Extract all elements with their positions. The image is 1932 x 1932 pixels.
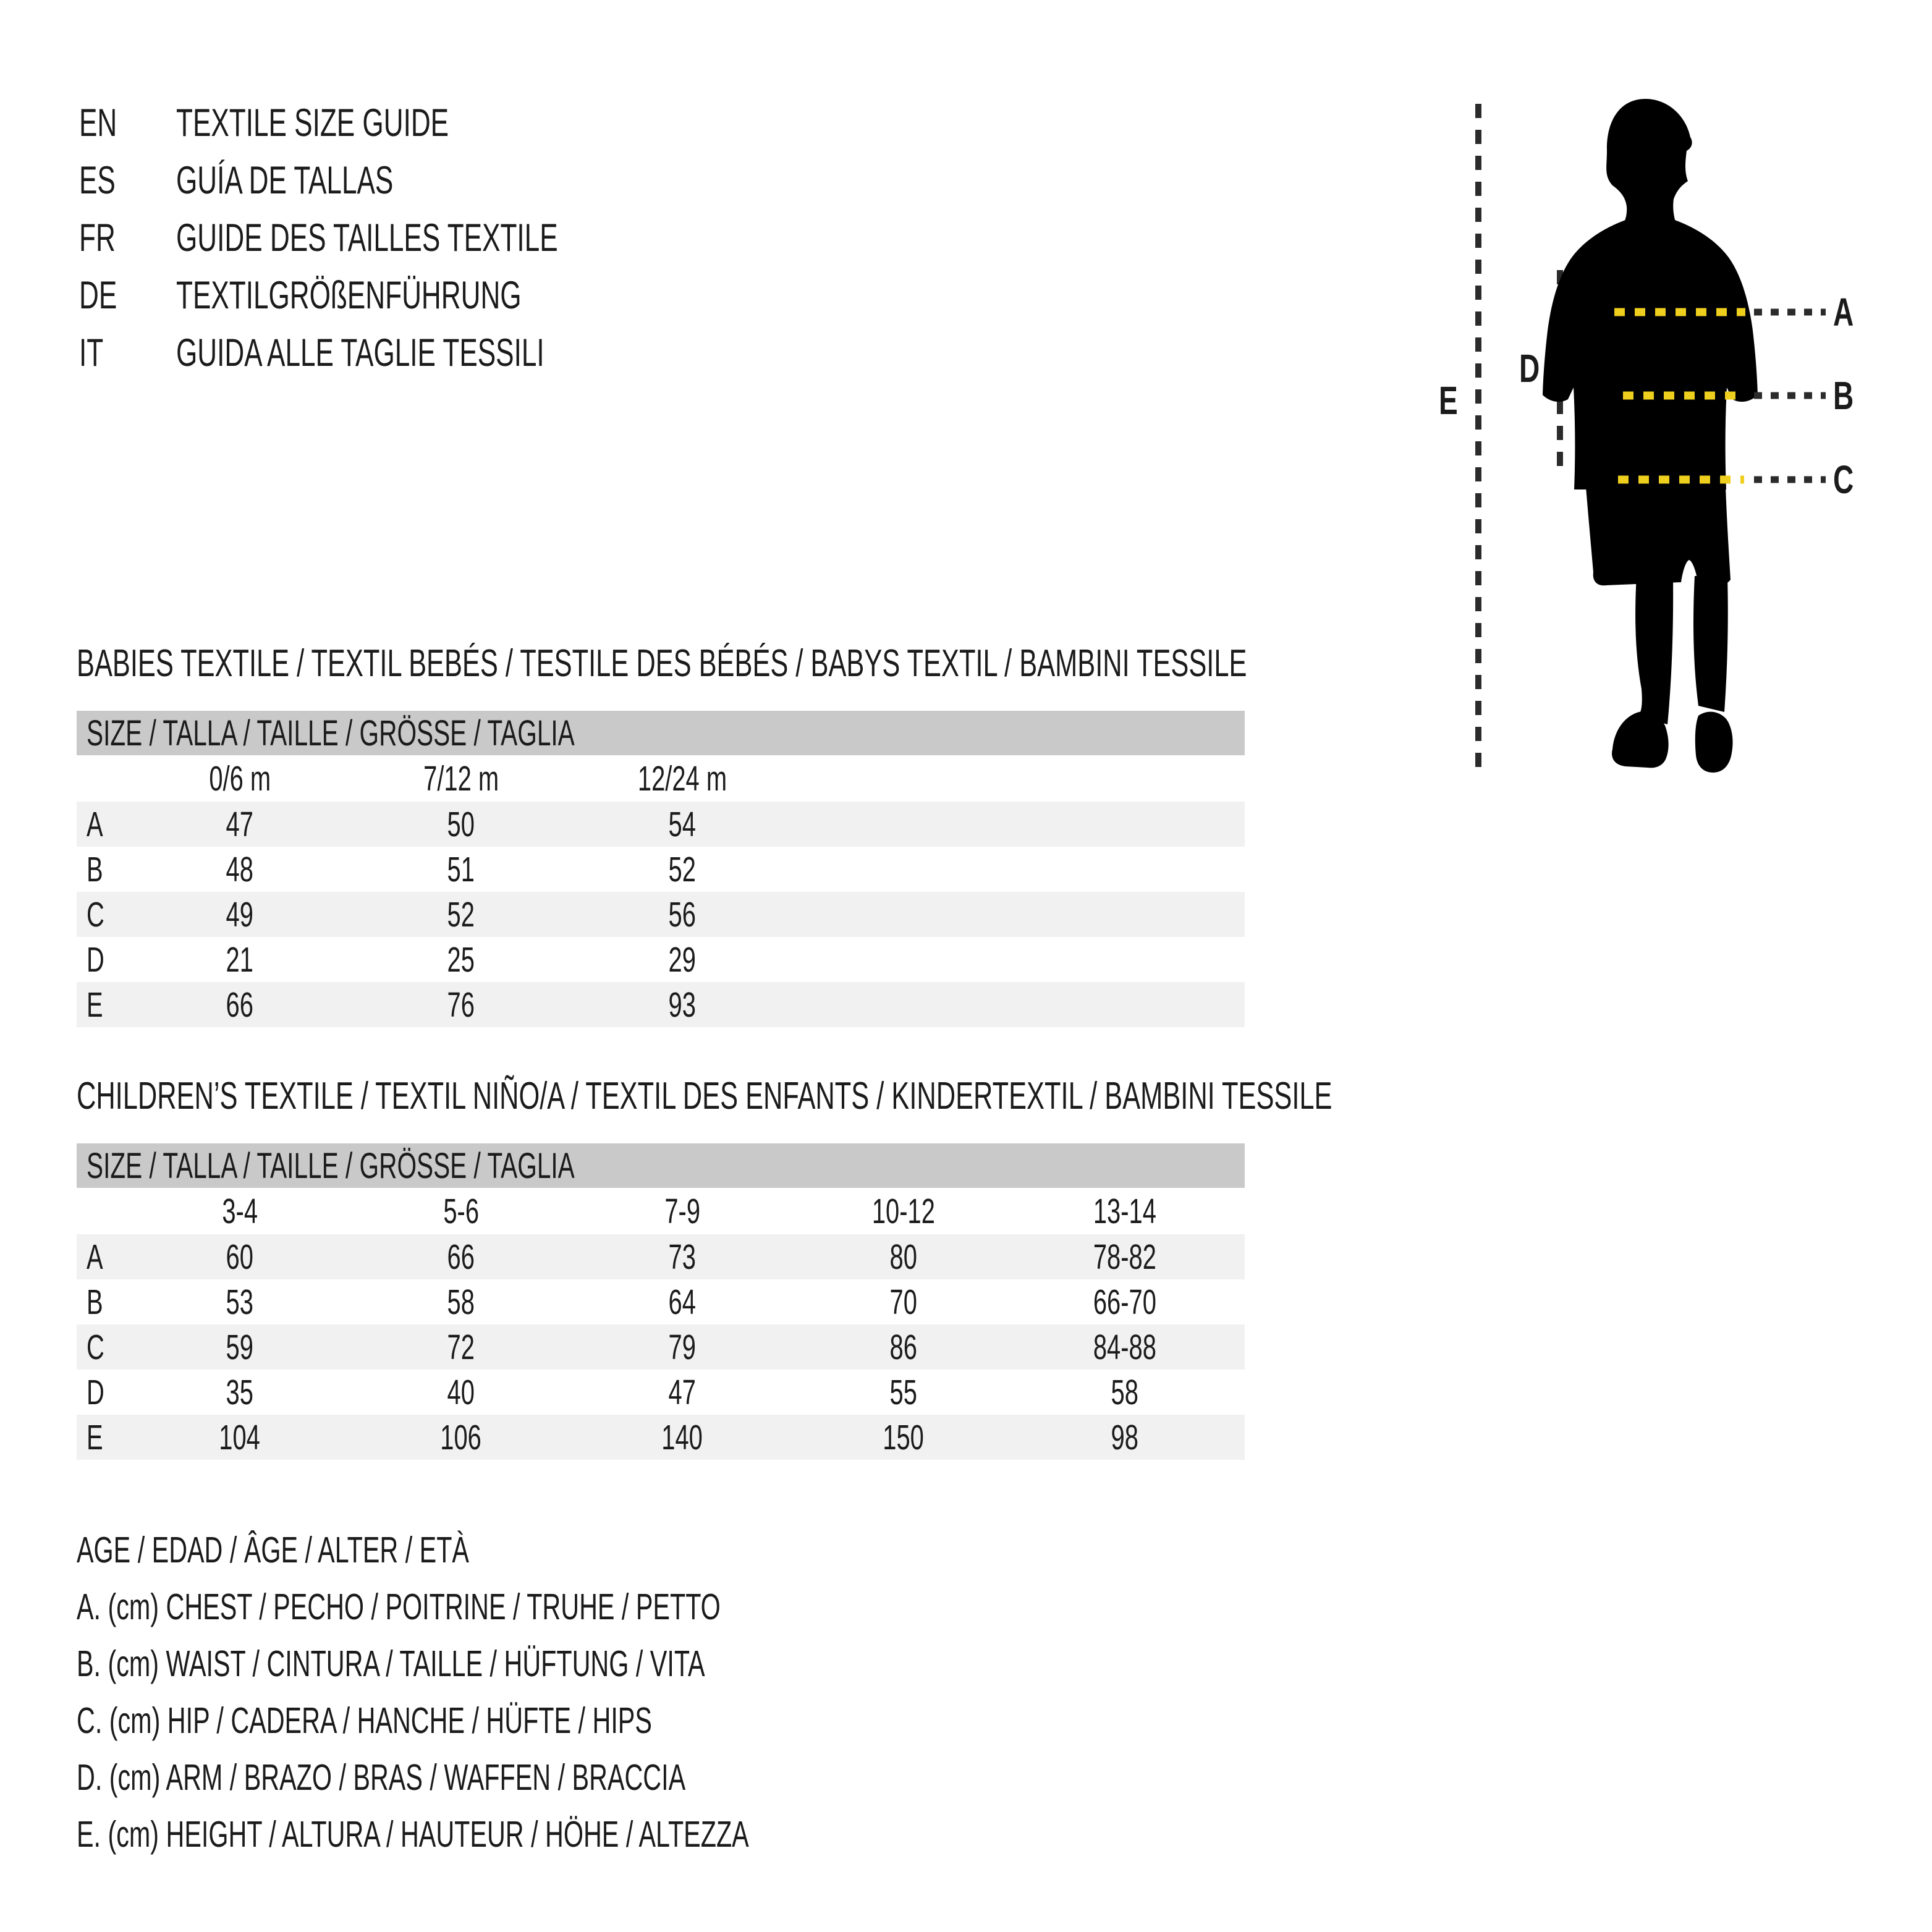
cell-value: 53 (226, 1282, 254, 1322)
language-code: FR (79, 216, 116, 260)
children-size-header-banner (77, 1143, 1245, 1188)
guide-title-fr: GUIDE DES TAILLES TEXTILE (176, 216, 558, 260)
cell-value: 150 (883, 1417, 925, 1457)
babies-col-header: 7/12 m (423, 758, 499, 799)
legend-height-line: E. (cm) HEIGHT / ALTURA / HAUTEUR / HÖHE / ALTEZZA (77, 1814, 749, 1855)
silhouette-right-shoe (1695, 712, 1733, 773)
cell-value: 98 (1111, 1417, 1139, 1457)
table-row (77, 847, 1245, 892)
table-row (77, 892, 1245, 937)
cell-value: 48 (226, 849, 254, 889)
row-label: B (87, 1282, 103, 1322)
cell-value: 93 (668, 985, 697, 1025)
silhouette-left-shoe (1612, 711, 1669, 768)
measurement-legend (77, 1522, 1037, 1863)
cell-value: 86 (889, 1327, 918, 1367)
legend-waist-line: B. (cm) WAIST / CINTURA / TAILLE / HÜFTUNG / VITA (77, 1643, 705, 1684)
row-label: E (87, 1417, 103, 1457)
language-code: DE (79, 273, 117, 317)
guide-title-es: GUÍA DE TALLAS (176, 158, 394, 202)
figure-label-c: C (1833, 457, 1854, 502)
row-label: C (87, 1327, 104, 1367)
children-section-title-text: CHILDREN’S TEXTILE / TEXTIL NIÑO/A / TEXTIL DES ENFANTS / KINDERTEXTIL / BAMBINI TESSILE (77, 1074, 1332, 1117)
cell-value: 106 (440, 1417, 482, 1457)
cell-value: 47 (668, 1372, 697, 1412)
children-column-header-row (77, 1188, 1245, 1234)
babies-section-title (77, 642, 1748, 685)
row-label: D (87, 939, 104, 980)
table-row (77, 802, 1245, 847)
legend-chest-line: A. (cm) CHEST / PECHO / POITRINE / TRUHE / PETTO (77, 1587, 721, 1627)
cell-value: 73 (668, 1237, 697, 1277)
babies-size-header-text: SIZE / TALLA / TAILLE / GRÖSSE / TAGLIA (87, 713, 575, 753)
cell-value: 78-82 (1093, 1237, 1157, 1277)
cell-value: 60 (226, 1237, 254, 1277)
cell-value: 80 (889, 1237, 918, 1277)
cell-value: 104 (219, 1417, 261, 1457)
cell-value: 140 (661, 1417, 703, 1457)
silhouette-shirt (1543, 220, 1758, 489)
cell-value: 25 (447, 939, 475, 980)
table-row (77, 1415, 1245, 1460)
children-col-header: 3-4 (222, 1191, 258, 1231)
figure-label-b: B (1833, 373, 1854, 418)
cell-value: 40 (447, 1372, 475, 1412)
babies-col-header: 12/24 m (637, 758, 727, 799)
cell-value: 54 (668, 804, 697, 844)
language-code: EN (79, 101, 117, 145)
row-label: A (87, 1237, 103, 1277)
children-size-header-text: SIZE / TALLA / TAILLE / GRÖSSE / TAGLIA (87, 1145, 575, 1186)
guide-title-de: TEXTILGRÖßENFÜHRUNG (176, 273, 522, 317)
cell-value: 52 (668, 849, 697, 889)
legend-arm-line: D. (cm) ARM / BRAZO / BRAS / WAFFEN / BRACCIA (77, 1757, 686, 1798)
babies-section-title-text: BABIES TEXTILE / TEXTIL BEBÉS / TESTILE DES BÉBÉS / BABYS TEXTIL / BAMBINI TESSILE (77, 642, 1247, 685)
row-label: E (87, 985, 103, 1025)
row-label: C (87, 894, 104, 934)
language-row-es (79, 151, 721, 209)
cell-value: 84-88 (1093, 1327, 1157, 1367)
cell-value: 66-70 (1093, 1282, 1157, 1322)
guide-title-it: GUIDA ALLE TAGLIE TESSILI (176, 331, 544, 375)
table-row (77, 1279, 1245, 1324)
cell-value: 29 (668, 939, 697, 980)
language-row-de (79, 266, 721, 324)
cell-value: 49 (226, 894, 254, 934)
silhouette-head (1606, 99, 1692, 226)
row-label: A (87, 804, 103, 844)
cell-value: 72 (447, 1327, 475, 1367)
cell-value: 51 (447, 849, 475, 889)
children-col-header: 5-6 (443, 1191, 479, 1231)
cell-value: 76 (447, 985, 475, 1025)
children-section-title (77, 1074, 1870, 1117)
babies-col-header: 0/6 m (209, 758, 271, 799)
legend-hip-line: C. (cm) HIP / CADERA / HANCHE / HÜFTE / HIPS (77, 1700, 652, 1741)
children-size-table (77, 1143, 1245, 1460)
table-row (77, 1234, 1245, 1279)
babies-size-table (77, 711, 1245, 1027)
cell-value: 64 (668, 1282, 697, 1322)
cell-value: 70 (889, 1282, 918, 1322)
language-row-en (79, 94, 721, 151)
cell-value: 56 (668, 894, 697, 934)
row-label: D (87, 1372, 104, 1412)
language-code: IT (79, 331, 104, 375)
cell-value: 55 (889, 1372, 918, 1412)
babies-column-header-row (77, 755, 1245, 802)
cell-value: 59 (226, 1327, 254, 1367)
cell-value: 50 (447, 804, 475, 844)
cell-value: 66 (226, 985, 254, 1025)
cell-value: 58 (447, 1282, 475, 1322)
cell-value: 35 (226, 1372, 254, 1412)
babies-size-header-banner (77, 711, 1245, 755)
language-row-it (79, 324, 721, 381)
guide-title-en: TEXTILE SIZE GUIDE (176, 101, 449, 145)
language-row-fr (79, 209, 721, 266)
silhouette-shorts (1585, 487, 1731, 587)
legend-age-line: AGE / EDAD / ÂGE / ALTER / ETÀ (77, 1530, 469, 1570)
figure-label-d: D (1519, 346, 1540, 391)
cell-value: 52 (447, 894, 475, 934)
cell-value: 66 (447, 1237, 475, 1277)
language-code: ES (79, 158, 116, 202)
figure-label-e: E (1439, 378, 1458, 423)
row-label: B (87, 849, 103, 889)
children-col-header: 10-12 (871, 1191, 936, 1231)
table-row (77, 982, 1245, 1027)
table-row (77, 937, 1245, 982)
language-title-list (79, 94, 721, 381)
table-row (77, 1370, 1245, 1415)
table-row (77, 1324, 1245, 1370)
children-col-header: 13-14 (1093, 1191, 1157, 1231)
cell-value: 47 (226, 804, 254, 844)
children-col-header: 7-9 (664, 1191, 700, 1231)
figure-label-a: A (1833, 290, 1854, 334)
cell-value: 79 (668, 1327, 697, 1367)
cell-value: 58 (1111, 1372, 1139, 1412)
cell-value: 21 (226, 939, 254, 980)
